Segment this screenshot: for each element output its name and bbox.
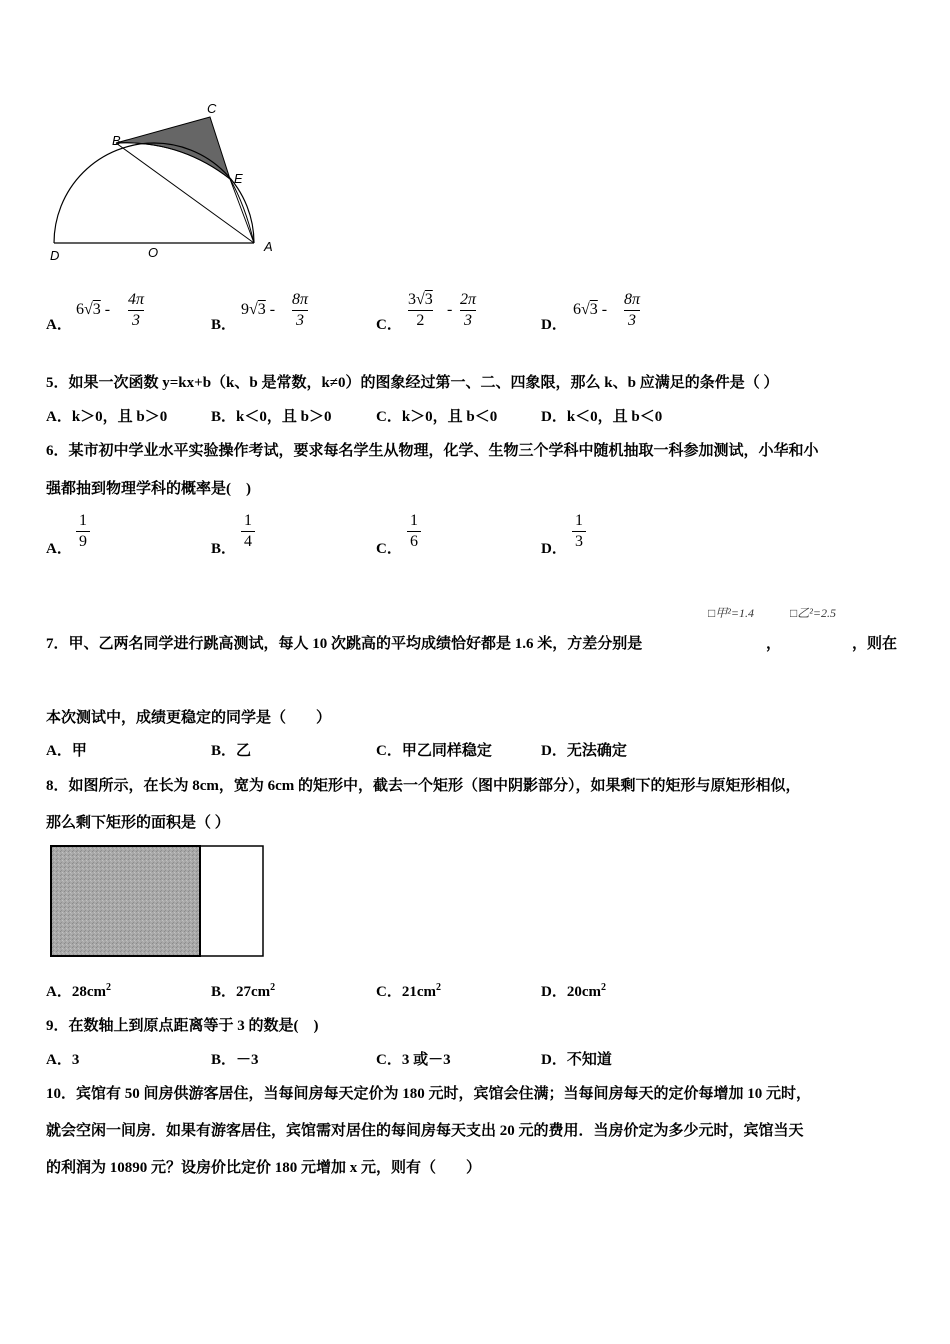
rectangle-figure: [48, 843, 270, 960]
q6-option-b-letter[interactable]: B．: [211, 541, 237, 557]
q6-option-a-frac: $\frac{1}{9}$: [76, 511, 90, 552]
line-EA: [230, 179, 254, 243]
q4-option-a-letter[interactable]: A．: [46, 317, 72, 333]
q6-option-b-frac: $\frac{1}{4}$: [241, 511, 255, 552]
q9-option-d[interactable]: D．不知道: [541, 1052, 612, 1068]
q9-option-a[interactable]: A．3: [46, 1052, 80, 1068]
label-C: C: [207, 101, 217, 116]
q8-line2: 那么剩下矩形的面积是（ ）: [46, 815, 230, 831]
q6-option-a-letter[interactable]: A．: [46, 541, 72, 557]
label-E: E: [234, 171, 243, 186]
q5-option-d[interactable]: D．k＜0，且 b＜0: [541, 409, 663, 425]
label-O: O: [148, 245, 159, 260]
q4-option-c-letter[interactable]: C．: [376, 317, 402, 333]
q7-option-b[interactable]: B．乙: [211, 743, 252, 759]
q10-line1: 10．宾馆有 50 间房供游客居住，当每间房每天定价为 180 元时，宾馆会住满；当每间房每天的定价每增加 10 元时，: [46, 1086, 812, 1102]
q6-option-c-letter[interactable]: C．: [376, 541, 402, 557]
q4-option-a-expr: 6√3 -: [76, 301, 111, 318]
q5-text: 5．如果一次函数 y=kx+b（k、b 是常数，k≠0）的图象经过第一、二、四象限，那么 k、b 应满足的条件是（ ）: [46, 375, 779, 391]
q4-option-c-coef-frac: $\frac{3√3}{2}$: [408, 291, 433, 329]
q8-option-c[interactable]: C．$21cm^2$: [376, 982, 441, 1000]
q7-tail: ，则在: [852, 636, 898, 652]
q4-option-c-frac: $\frac{2\pi}{3}$: [460, 291, 477, 329]
chord-BA: [116, 143, 254, 243]
label-D: D: [50, 248, 60, 263]
q8-line1: 8．如图所示，在长为 8cm，宽为 6cm 的矩形中，截去一个矩形（图中阴影部分），如果剩下的矩形与原矩形相似，: [46, 778, 801, 794]
q4-option-a-frac: $\frac{4\pi}{3}$: [128, 291, 145, 329]
q7-variance-yi: □乙²=2.5: [790, 606, 836, 620]
shaded-rectangle: [51, 846, 200, 956]
q7-option-d[interactable]: D．无法确定: [541, 743, 627, 759]
shaded-region: [116, 117, 230, 179]
label-B: B: [112, 133, 121, 148]
q4-option-b-letter[interactable]: B．: [211, 317, 237, 333]
q5-option-c[interactable]: C．k＞0，且 b＜0: [376, 409, 498, 425]
q10-line3: 的利润为 10890 元？设房价比定价 180 元增加 x 元，则有（ ）: [46, 1160, 482, 1176]
q6-line1: 6．某市初中学业水平实验操作考试，要求每名学生从物理，化学、生物三个学科中随机抽取一科参加测试，小华和小: [46, 443, 819, 459]
q6-option-d-letter[interactable]: D．: [541, 541, 567, 557]
q4-option-b-expr: 9√3 -: [241, 301, 276, 318]
q5-option-a[interactable]: A．k＞0，且 b＞0: [46, 409, 168, 425]
q10-line2: 就会空闲一间房．如果有游客居住，宾馆需对居住的每间房每天支出 20 元的费用．当房价定为多少元时，宾馆当天: [46, 1123, 804, 1139]
q9-option-c[interactable]: C．3 或－3: [376, 1052, 451, 1068]
q4-option-b-frac: $\frac{8\pi}{3}$: [292, 291, 309, 329]
q4-option-d-letter[interactable]: D．: [541, 317, 567, 333]
q7-comma: ，: [766, 636, 782, 652]
q6-line2: 强都抽到物理学科的概率是( ): [46, 481, 251, 497]
q8-option-d[interactable]: D．$20cm^2$: [541, 982, 606, 1000]
semicircle-figure: [40, 95, 290, 270]
q9-option-b[interactable]: B．－3: [211, 1052, 259, 1068]
q7-line1: 7．甲、乙两名同学进行跳高测试，每人 10 次跳高的平均成绩恰好都是 1.6 米，方差分别是: [46, 636, 643, 652]
q4-option-c-minus: -: [447, 301, 453, 318]
q9-text: 9．在数轴上到原点距离等于 3 的数是( ): [46, 1018, 319, 1034]
q5-option-b[interactable]: B．k＜0，且 b＞0: [211, 409, 332, 425]
q8-option-a[interactable]: A．$28cm^2$: [46, 982, 111, 1000]
q4-option-d-expr: 6√3 -: [573, 301, 608, 318]
label-A: A: [264, 239, 273, 254]
q6-option-c-frac: $\frac{1}{6}$: [407, 511, 421, 552]
q4-option-d-frac: $\frac{8\pi}{3}$: [624, 291, 641, 329]
semicircle-arc: [54, 143, 254, 243]
q7-option-a[interactable]: A．甲: [46, 743, 87, 759]
q7-option-c[interactable]: C．甲乙同样稳定: [376, 743, 492, 759]
q8-option-b[interactable]: B．$27cm^2$: [211, 982, 276, 1000]
q6-option-d-frac: $\frac{1}{3}$: [572, 511, 586, 552]
q7-variance-jia: □甲²=1.4: [708, 606, 754, 620]
q7-line2: 本次测试中，成绩更稳定的同学是（ ）: [46, 710, 332, 726]
